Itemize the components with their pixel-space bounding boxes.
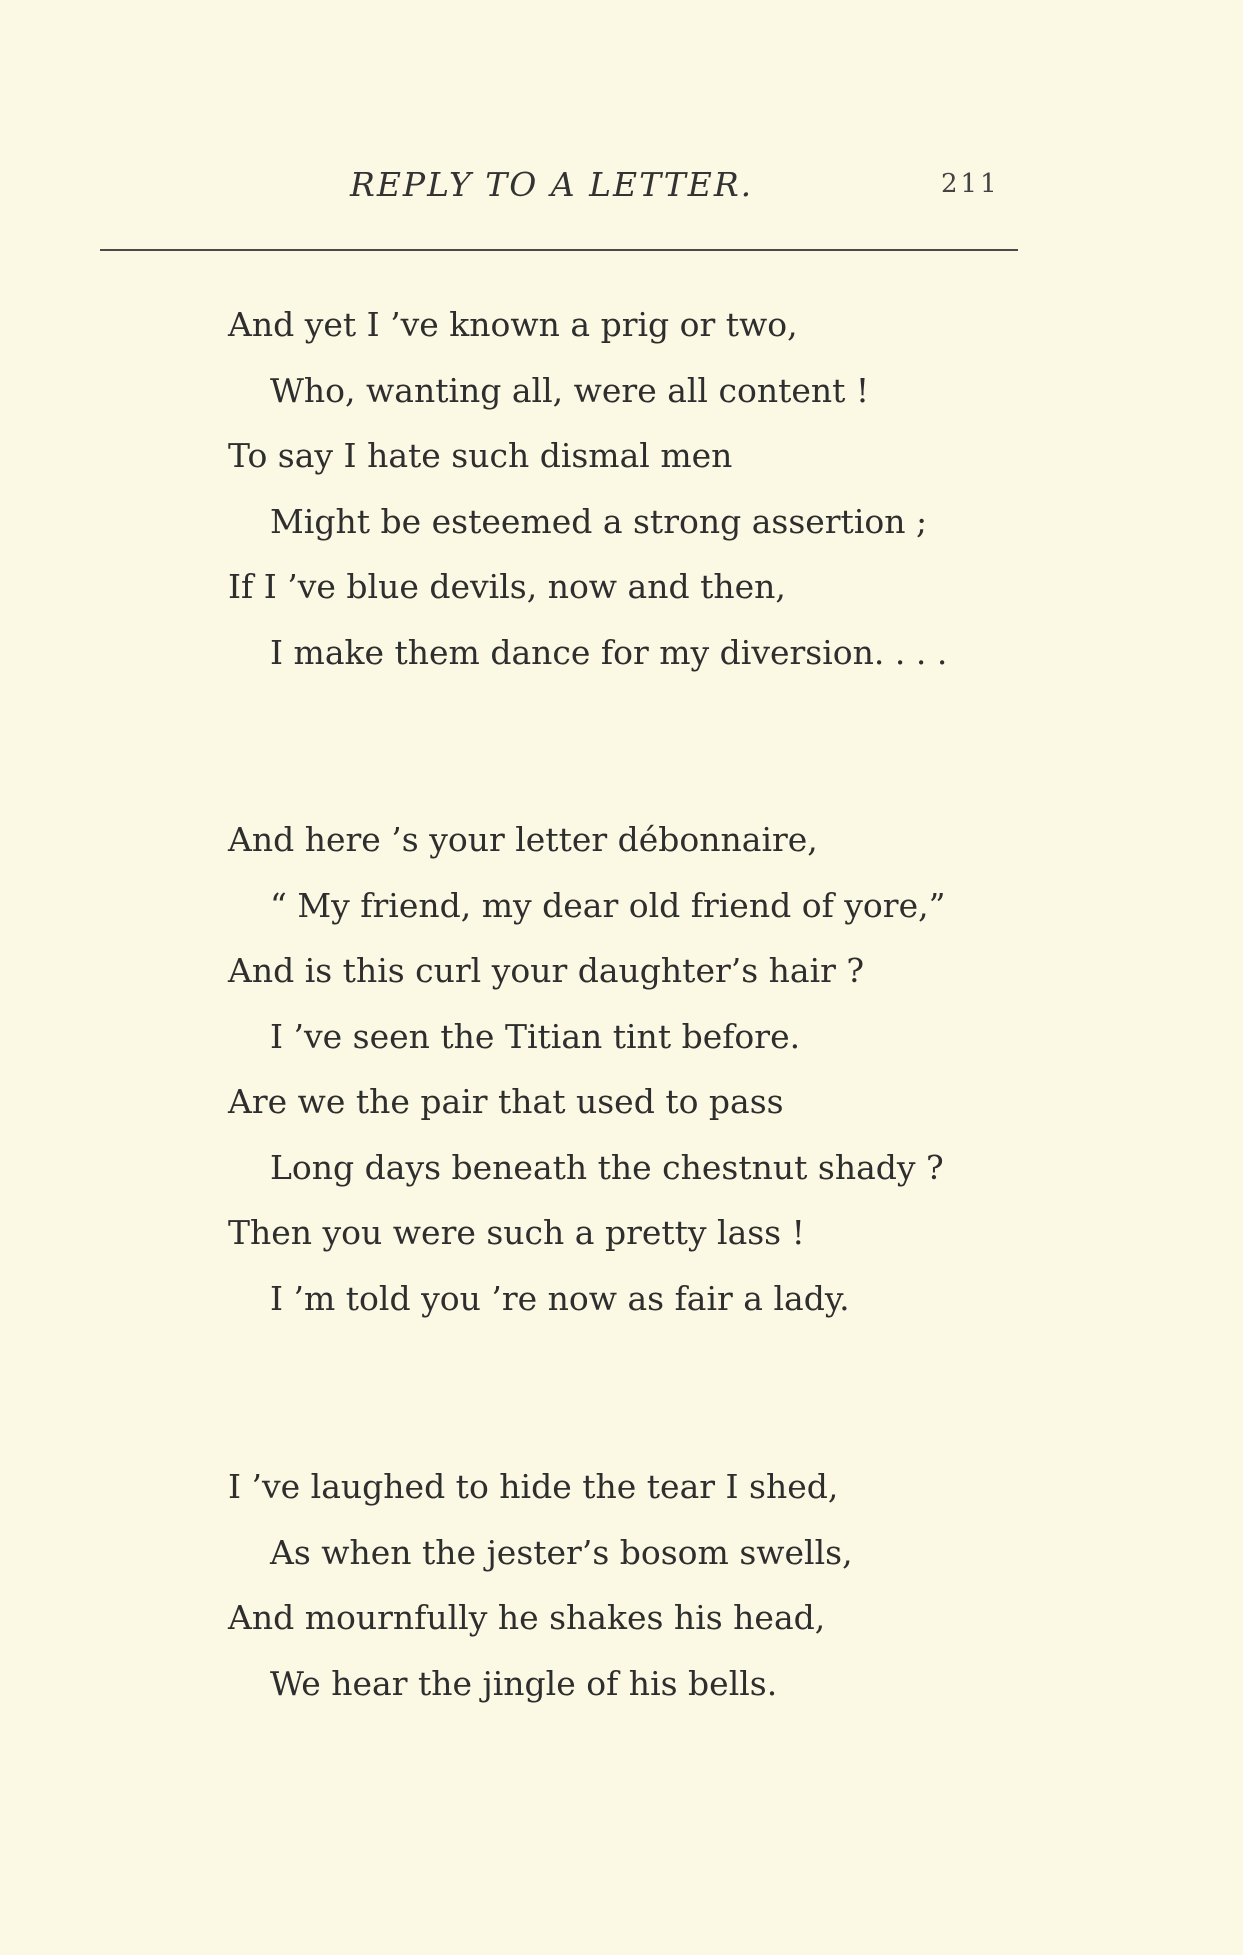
poem-line: And mournfully he shakes his head, <box>228 1598 826 1637</box>
poem-line: I ’ve seen the Titian tint before. <box>270 1016 801 1056</box>
running-title: REPLY TO A LETTER. <box>350 165 754 204</box>
poem-line: I ’ve laughed to hide the tear I shed, <box>228 1467 839 1506</box>
poem-line: Might be esteemed a strong assertion ; <box>270 501 928 541</box>
poem-line: If I ’ve blue devils, now and then, <box>228 567 786 606</box>
poem-line: Are we the pair that used to pass <box>228 1082 784 1121</box>
poem-line: And yet I ’ve known a prig or two, <box>228 305 798 344</box>
poem-line: And is this curl your daughter’s hair ? <box>228 951 865 990</box>
stanza-1 <box>228 292 1048 685</box>
poem-line: To say I hate such dismal men <box>228 436 733 475</box>
poem-line: I make them dance for my diversion. . . . <box>270 632 948 672</box>
page-number: 211 <box>941 169 1000 199</box>
poem-line: I ’m told you ’re now as fair a lady. <box>270 1278 850 1318</box>
poem-line: And here ’s your letter débonnaire, <box>228 820 818 859</box>
poem-line: We hear the jingle of his bells. <box>270 1663 778 1703</box>
poem-line: Who, wanting all, were all content ! <box>270 370 870 410</box>
poem-line: As when the jester’s bosom swells, <box>270 1532 853 1572</box>
stanza-3 <box>228 1454 1048 1716</box>
poem-line: “ My friend, my dear old friend of yore,” <box>270 885 946 925</box>
poem-line: Long days beneath the chestnut shady ? <box>270 1147 944 1187</box>
stanza-2 <box>228 807 1048 1331</box>
poem-line: Then you were such a pretty lass ! <box>228 1213 805 1252</box>
